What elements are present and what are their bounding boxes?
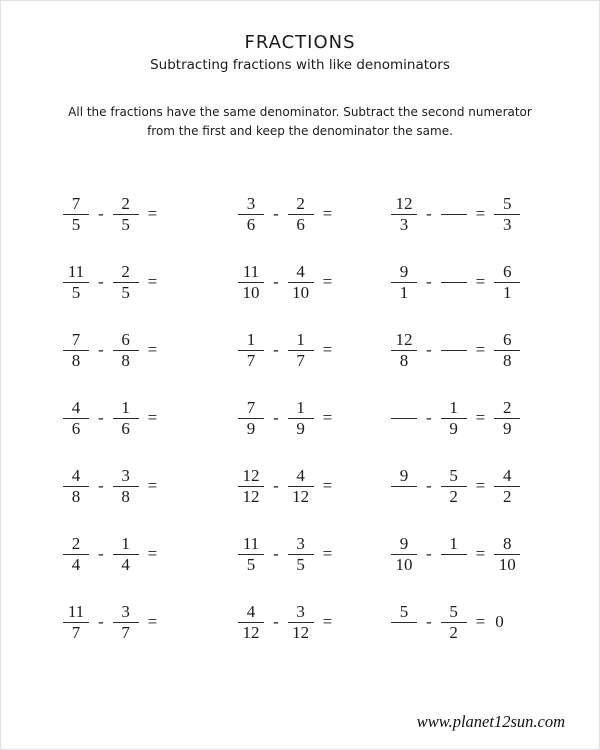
denominator: 10	[395, 554, 413, 574]
problem-cell	[391, 534, 569, 575]
denominator: 2	[449, 622, 458, 642]
denominator: 8	[121, 350, 130, 370]
minus-sign: -	[273, 340, 279, 359]
equals-sign: =	[475, 204, 486, 223]
instructions-line-1: All the fractions have the same denominator. Subtract the second numerator	[68, 105, 532, 119]
problem-cell	[391, 466, 569, 507]
numerator: 7	[71, 193, 81, 213]
page-title: FRACTIONS	[244, 32, 356, 53]
numerator: 7	[71, 329, 81, 349]
numerator: 4	[246, 601, 256, 621]
numerator: 1	[121, 533, 130, 553]
minus-sign: -	[426, 408, 432, 427]
numerator: 6	[121, 329, 130, 349]
numerator: 11	[242, 261, 260, 281]
numerator: 12	[242, 465, 260, 485]
equals-sign: =	[322, 204, 333, 223]
numerator: 6	[503, 329, 512, 349]
problem-cell	[63, 534, 238, 575]
equals-sign: =	[475, 612, 486, 631]
fraction	[238, 398, 264, 439]
fraction	[238, 330, 264, 371]
fraction	[288, 330, 314, 371]
numerator: 2	[121, 193, 130, 213]
numerator: 8	[503, 533, 512, 553]
fraction	[494, 398, 520, 439]
numerator: 1	[449, 397, 458, 417]
numerator: 9	[399, 465, 409, 485]
minus-sign: -	[98, 272, 104, 291]
problem-cell	[63, 466, 238, 507]
numerator: 3	[121, 465, 130, 485]
fraction	[494, 466, 520, 507]
fraction	[63, 398, 89, 439]
minus-sign: -	[426, 476, 432, 495]
fraction	[441, 602, 467, 643]
fraction	[113, 194, 139, 235]
denominator: 12	[292, 622, 310, 642]
minus-sign: -	[98, 612, 104, 631]
fraction	[63, 262, 89, 303]
numerator	[450, 330, 458, 350]
problem-cell	[238, 262, 391, 303]
minus-sign: -	[273, 204, 279, 223]
denominator: 12	[292, 486, 310, 506]
numerator: 2	[503, 397, 512, 417]
numerator: 1	[121, 397, 130, 417]
denominator	[450, 351, 458, 371]
numerator: 4	[296, 261, 305, 281]
problem-cell	[238, 466, 391, 507]
denominator: 8	[121, 486, 130, 506]
numerator: 3	[296, 601, 305, 621]
numerator: 5	[503, 193, 512, 213]
fraction	[391, 466, 417, 507]
denominator	[450, 555, 458, 575]
numerator: 6	[503, 261, 512, 281]
numerator: 11	[67, 601, 85, 621]
numerator: 1	[296, 397, 305, 417]
problems-grid	[63, 180, 569, 656]
numerator: 1	[246, 329, 256, 349]
denominator: 12	[242, 486, 260, 506]
fraction	[238, 602, 264, 643]
minus-sign: -	[98, 544, 104, 563]
equals-sign: =	[147, 272, 158, 291]
denominator: 9	[449, 418, 458, 438]
numerator: 1	[449, 533, 458, 553]
fraction	[391, 602, 417, 643]
fraction	[63, 194, 89, 235]
fraction	[238, 262, 264, 303]
problem-cell	[238, 330, 391, 371]
denominator: 2	[449, 486, 458, 506]
denominator: 8	[71, 486, 81, 506]
problem-cell	[238, 398, 391, 439]
numerator: 11	[67, 261, 85, 281]
equals-sign: =	[475, 272, 486, 291]
denominator: 7	[121, 622, 130, 642]
blank-fraction	[441, 262, 467, 303]
fraction	[63, 466, 89, 507]
minus-sign: -	[426, 612, 432, 631]
denominator: 9	[503, 418, 512, 438]
blank-fraction	[441, 330, 467, 371]
minus-sign: -	[426, 340, 432, 359]
fraction	[288, 194, 314, 235]
fraction	[494, 194, 520, 235]
blank-fraction	[391, 398, 417, 439]
numerator: 12	[395, 193, 413, 213]
minus-sign: -	[98, 340, 104, 359]
fraction	[238, 466, 264, 507]
problem-cell	[238, 534, 391, 575]
numerator: 2	[121, 261, 130, 281]
fraction	[288, 398, 314, 439]
equals-sign: =	[147, 544, 158, 563]
fraction	[391, 330, 417, 371]
denominator	[400, 623, 408, 643]
denominator: 5	[296, 554, 305, 574]
numerator: 4	[71, 397, 81, 417]
equals-sign: =	[147, 204, 158, 223]
denominator	[450, 215, 458, 235]
minus-sign: -	[273, 408, 279, 427]
denominator: 3	[503, 214, 512, 234]
numerator: 7	[246, 397, 256, 417]
minus-sign: -	[426, 272, 432, 291]
instructions	[1, 103, 599, 141]
result-value: 0	[495, 612, 504, 631]
fraction	[288, 534, 314, 575]
fraction	[391, 262, 417, 303]
denominator: 6	[296, 214, 305, 234]
fraction	[288, 466, 314, 507]
footer-url: www.planet12sun.com	[416, 712, 565, 731]
fraction	[113, 330, 139, 371]
denominator: 12	[242, 622, 260, 642]
denominator: 3	[399, 214, 409, 234]
problem-cell	[238, 194, 391, 235]
denominator: 7	[246, 350, 256, 370]
problem-cell	[391, 330, 569, 371]
denominator: 6	[246, 214, 256, 234]
page-subtitle: Subtracting fractions with like denominators	[150, 57, 450, 73]
denominator: 5	[71, 214, 81, 234]
denominator	[400, 419, 408, 439]
denominator: 6	[71, 418, 81, 438]
denominator	[450, 283, 458, 303]
fraction	[391, 194, 417, 235]
denominator: 9	[296, 418, 305, 438]
problem-cell	[63, 194, 238, 235]
equals-sign: =	[322, 340, 333, 359]
fraction	[441, 534, 467, 575]
fraction	[113, 534, 139, 575]
equals-sign: =	[322, 408, 333, 427]
numerator: 9	[399, 261, 409, 281]
denominator: 8	[503, 350, 512, 370]
fraction	[441, 398, 467, 439]
numerator	[450, 262, 458, 282]
equals-sign: =	[322, 612, 333, 631]
fraction	[63, 330, 89, 371]
equals-sign: =	[475, 340, 486, 359]
numerator: 4	[503, 465, 512, 485]
numerator	[400, 398, 408, 418]
problem-cell	[63, 398, 238, 439]
fraction	[288, 262, 314, 303]
denominator: 10	[292, 282, 310, 302]
denominator: 1	[503, 282, 512, 302]
problem-cell	[391, 194, 569, 235]
fraction	[238, 534, 264, 575]
numerator: 12	[395, 329, 413, 349]
minus-sign: -	[98, 408, 104, 427]
denominator: 5	[246, 554, 256, 574]
equals-sign: =	[147, 612, 158, 631]
equals-sign: =	[147, 340, 158, 359]
minus-sign: -	[273, 272, 279, 291]
denominator: 5	[71, 282, 81, 302]
denominator: 7	[296, 350, 305, 370]
problem-cell	[391, 602, 569, 643]
denominator: 1	[399, 282, 409, 302]
problem-cell	[63, 602, 238, 643]
numerator: 5	[449, 601, 458, 621]
problem-cell	[391, 398, 569, 439]
denominator: 5	[121, 214, 130, 234]
denominator: 7	[71, 622, 81, 642]
fraction	[63, 534, 89, 575]
problem-cell	[391, 262, 569, 303]
problem-cell	[63, 330, 238, 371]
numerator: 3	[296, 533, 305, 553]
fraction	[113, 398, 139, 439]
equals-sign: =	[147, 408, 158, 427]
denominator: 8	[399, 350, 409, 370]
minus-sign: -	[98, 204, 104, 223]
minus-sign: -	[273, 612, 279, 631]
numerator: 4	[71, 465, 81, 485]
fraction	[113, 602, 139, 643]
equals-sign: =	[475, 408, 486, 427]
denominator: 2	[503, 486, 512, 506]
numerator: 2	[71, 533, 81, 553]
denominator: 4	[121, 554, 130, 574]
problem-cell	[238, 602, 391, 643]
numerator: 11	[242, 533, 260, 553]
minus-sign: -	[98, 476, 104, 495]
denominator: 6	[121, 418, 130, 438]
denominator	[400, 487, 408, 507]
numerator	[450, 194, 458, 214]
denominator: 4	[71, 554, 81, 574]
fraction	[494, 262, 520, 303]
problem-cell	[63, 262, 238, 303]
fraction	[391, 534, 417, 575]
fraction	[113, 466, 139, 507]
numerator: 1	[296, 329, 305, 349]
minus-sign: -	[426, 204, 432, 223]
denominator: 10	[242, 282, 260, 302]
denominator: 8	[71, 350, 81, 370]
fraction	[238, 194, 264, 235]
numerator: 2	[296, 193, 305, 213]
fraction	[494, 330, 520, 371]
fraction	[288, 602, 314, 643]
fraction	[113, 262, 139, 303]
equals-sign: =	[322, 544, 333, 563]
denominator: 9	[246, 418, 256, 438]
minus-sign: -	[426, 544, 432, 563]
denominator: 10	[498, 554, 516, 574]
numerator: 3	[121, 601, 130, 621]
equals-sign: =	[475, 476, 486, 495]
minus-sign: -	[273, 476, 279, 495]
numerator: 5	[399, 601, 409, 621]
numerator: 4	[296, 465, 305, 485]
fraction	[441, 466, 467, 507]
numerator: 5	[449, 465, 458, 485]
equals-sign: =	[322, 476, 333, 495]
equals-sign: =	[322, 272, 333, 291]
fraction	[63, 602, 89, 643]
instructions-line-2: from the first and keep the denominator the same.	[147, 124, 453, 139]
equals-sign: =	[147, 476, 158, 495]
equals-sign: =	[475, 544, 486, 563]
fraction	[494, 534, 520, 575]
numerator: 3	[246, 193, 256, 213]
numerator: 9	[399, 533, 409, 553]
denominator: 5	[121, 282, 130, 302]
minus-sign: -	[273, 544, 279, 563]
blank-fraction	[441, 194, 467, 235]
